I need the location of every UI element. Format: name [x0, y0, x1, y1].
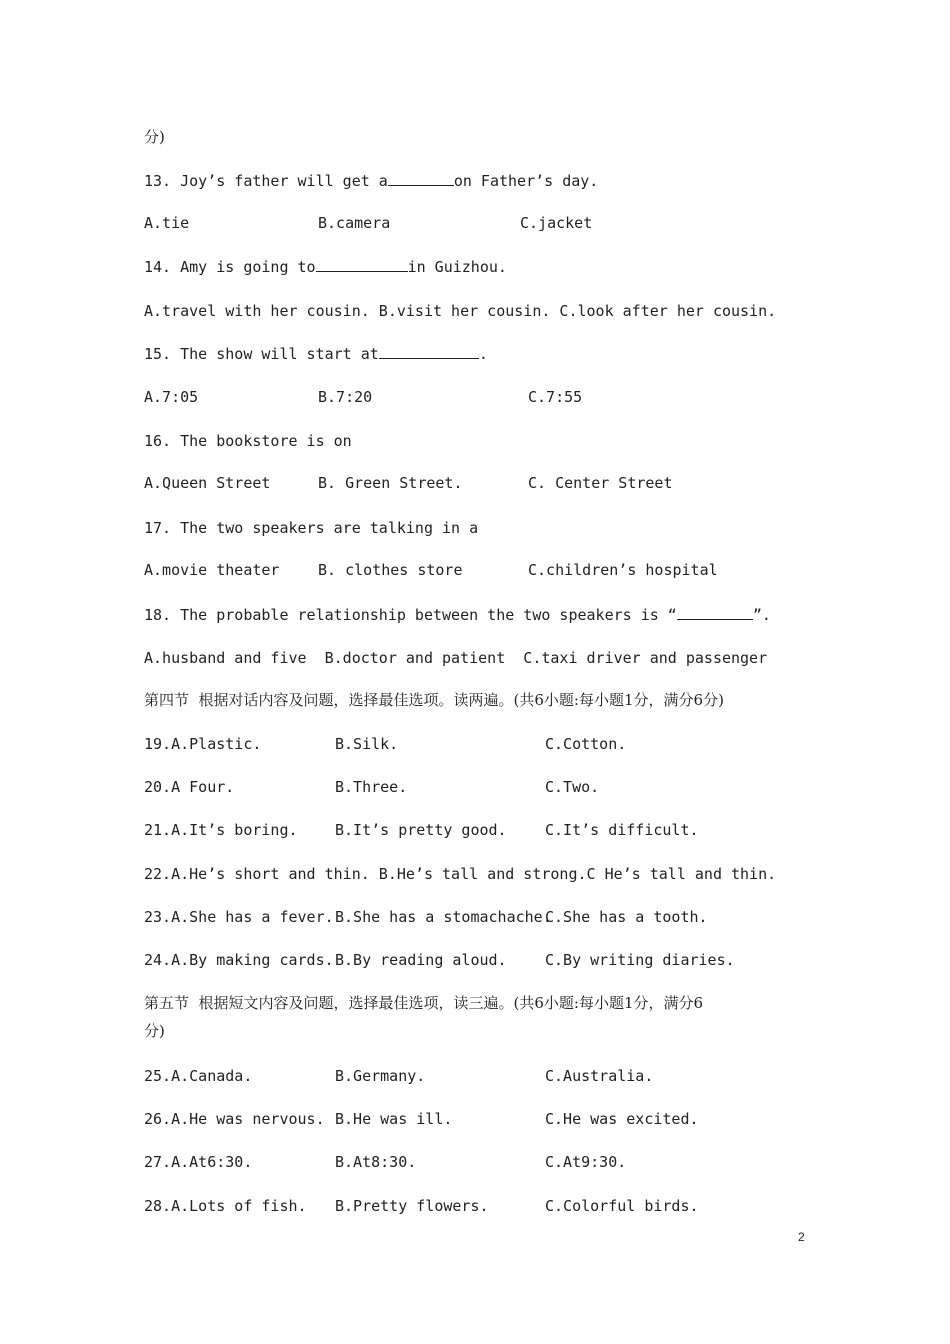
option-28a: 28.A.Lots of fish.: [144, 1197, 307, 1215]
options-18: A.husband and five B.doctor and patient C.taxi driver and passenger: [144, 649, 768, 667]
option-20b: B.Three.: [335, 778, 408, 796]
option-27a: 27.A.At6:30.: [144, 1153, 253, 1171]
answer-blank: [379, 344, 479, 359]
option-24a: 24.A.By making cards.: [144, 951, 334, 969]
option-25a: 25.A.Canada.: [144, 1067, 253, 1085]
option-26b: B.He was ill.: [335, 1110, 453, 1128]
option-20c: C.Two.: [545, 778, 600, 796]
page-number: 2: [798, 1230, 805, 1244]
option-28c: C.Colorful birds.: [545, 1197, 699, 1215]
option-13b: B.camera: [318, 214, 391, 232]
question-18-text: 18. The probable relationship between the two speakers is “: [144, 606, 677, 624]
question-15-text: 15. The show will start at: [144, 345, 379, 363]
option-19c: C.Cotton.: [545, 735, 627, 753]
question-18-text-end: ”.: [752, 606, 771, 624]
question-13-text: 13. Joy’s father will get a: [144, 172, 388, 190]
option-21b: B.It’s pretty good.: [335, 821, 507, 839]
options-14: A.travel with her cousin. B.visit her cousin. C.look after her cousin.: [144, 302, 777, 320]
option-25c: C.Australia.: [545, 1067, 654, 1085]
header-tail: 分): [144, 128, 165, 146]
option-16c: C. Center Street: [528, 474, 673, 492]
option-17b: B. clothes store: [318, 561, 463, 579]
option-26a: 26.A.He was nervous.: [144, 1110, 325, 1128]
question-14-text-end: in Guizhou.: [407, 258, 507, 276]
option-13c: C.jacket: [520, 214, 593, 232]
question-18: [144, 605, 771, 625]
question-13-text-end: on Father’s day.: [453, 172, 599, 190]
option-15c: C.7:55: [528, 388, 583, 406]
option-15b: B.7:20: [318, 388, 373, 406]
option-19a: 19.A.Plastic.: [144, 735, 262, 753]
option-27c: C.At9:30.: [545, 1153, 627, 1171]
option-27b: B.At8:30.: [335, 1153, 417, 1171]
question-16: 16. The bookstore is on: [144, 432, 352, 450]
answer-blank: [677, 605, 753, 620]
option-24b: B.By reading aloud.: [335, 951, 507, 969]
option-23b: B.She has a stomachache.: [335, 908, 552, 926]
option-17c: C.children’s hospital: [528, 561, 718, 579]
section-5-heading: 第五节 根据短文内容及问题，选择最佳选项，读三遍。(共6小题:每小题1分，满分6: [144, 994, 704, 1012]
option-20a: 20.A Four.: [144, 778, 235, 796]
answer-blank: [316, 257, 408, 272]
option-17a: A.movie theater: [144, 561, 280, 579]
question-13: [144, 171, 598, 191]
option-13a: A.tie: [144, 214, 190, 232]
option-28b: B.Pretty flowers.: [335, 1197, 489, 1215]
question-14-text: 14. Amy is going to: [144, 258, 316, 276]
question-17: 17. The two speakers are talking in a: [144, 519, 479, 537]
question-15: [144, 344, 488, 364]
option-16a: A.Queen Street: [144, 474, 271, 492]
option-16b: B. Green Street.: [318, 474, 463, 492]
option-23c: C.She has a tooth.: [545, 908, 708, 926]
options-22: 22.A.He’s short and thin. B.He’s tall and strong.C He’s tall and thin.: [144, 865, 777, 883]
question-15-text-end: .: [478, 345, 488, 363]
option-24c: C.By writing diaries.: [545, 951, 735, 969]
option-19b: B.Silk.: [335, 735, 399, 753]
section-5-heading-cont: 分): [144, 1022, 165, 1040]
option-26c: C.He was excited.: [545, 1110, 699, 1128]
option-25b: B.Germany.: [335, 1067, 426, 1085]
question-14: [144, 257, 507, 277]
option-21c: C.It’s difficult.: [545, 821, 699, 839]
section-4-heading: 第四节 根据对话内容及问题，选择最佳选项。读两遍。(共6小题:每小题1分，满分6分): [144, 691, 724, 709]
option-21a: 21.A.It’s boring.: [144, 821, 298, 839]
answer-blank: [388, 171, 454, 186]
option-23a: 23.A.She has a fever.: [144, 908, 334, 926]
option-15a: A.7:05: [144, 388, 199, 406]
